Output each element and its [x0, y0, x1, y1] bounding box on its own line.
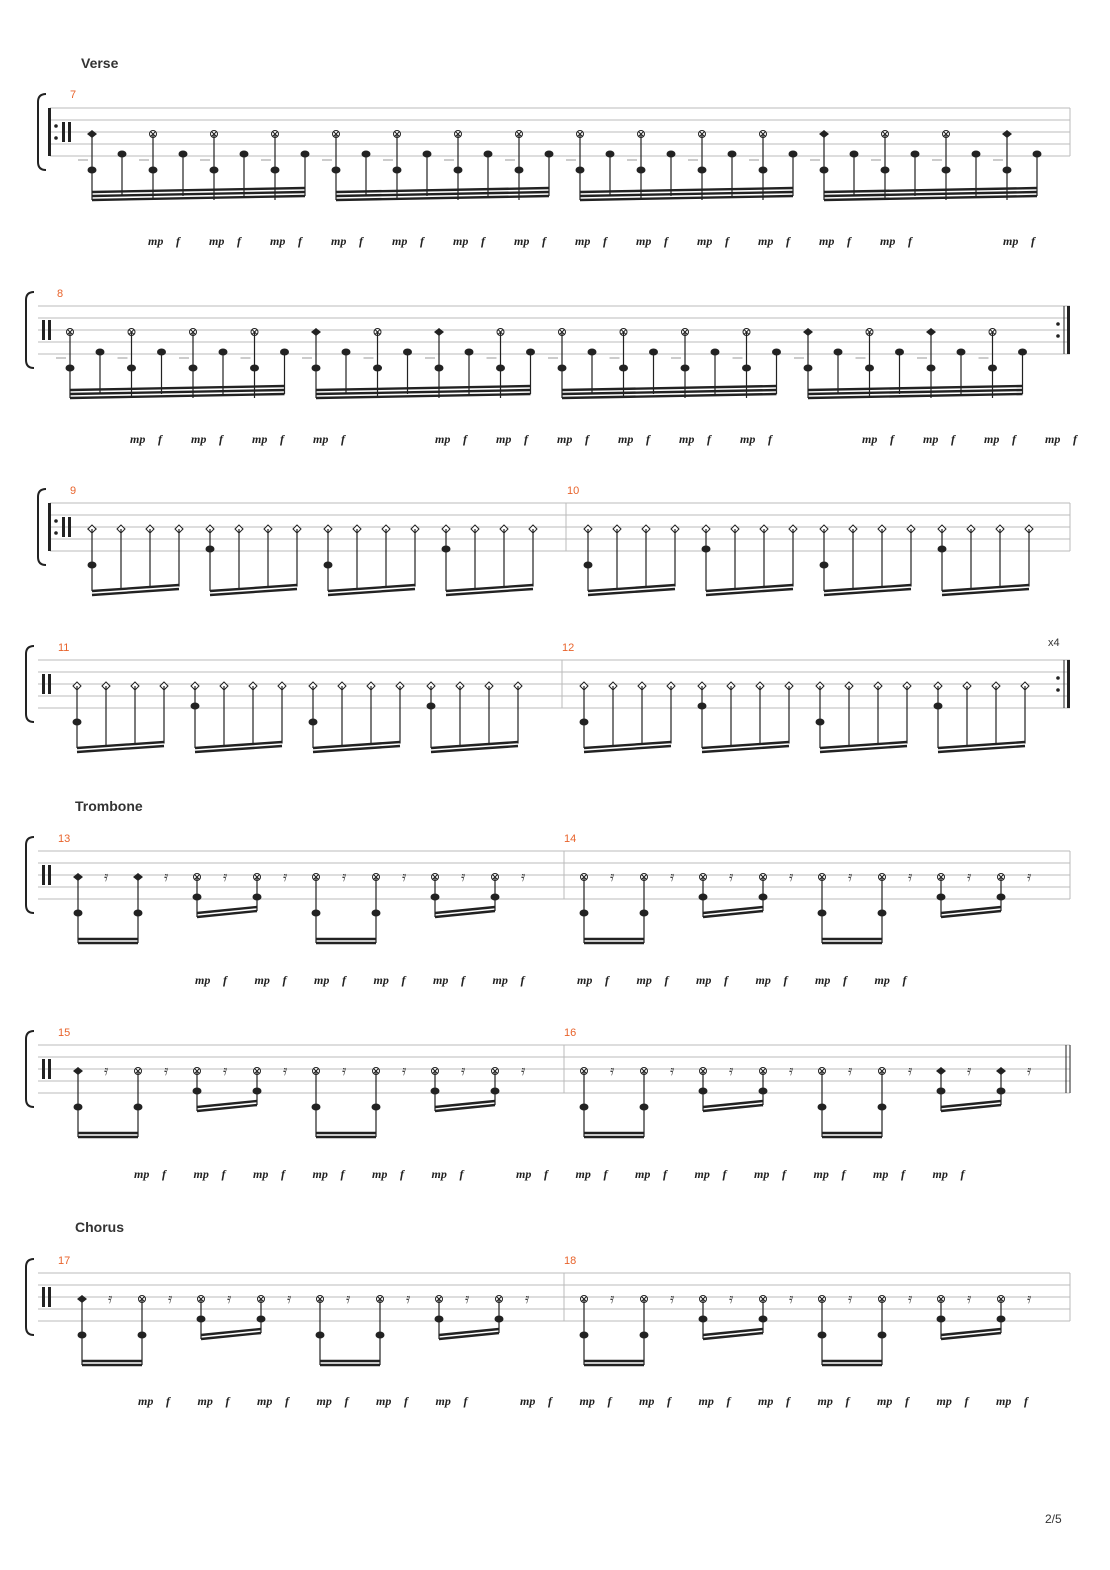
repeat-dot — [1056, 676, 1060, 680]
percussion-clef — [42, 1287, 45, 1307]
repeat-dot — [54, 519, 58, 523]
dynamic-mp: mp — [815, 973, 831, 987]
dynamic-f: f — [890, 432, 894, 446]
dynamic-mp: mp — [496, 432, 512, 446]
dynamic-mp: mp — [877, 1394, 893, 1408]
dynamic-f: f — [544, 1167, 548, 1181]
sixteenth-rest: 𝄿 — [402, 869, 407, 885]
sixteenth-rest: 𝄿 — [521, 869, 526, 885]
dynamic-f: f — [225, 1394, 230, 1408]
repeat-count: x4 — [1048, 637, 1060, 649]
dynamic-f: f — [404, 1394, 408, 1408]
dynamic-mp: mp — [197, 1394, 213, 1408]
sixteenth-rest: 𝄿 — [1027, 869, 1032, 885]
percussion-clef — [48, 1059, 51, 1079]
dynamic-mp: mp — [755, 973, 771, 987]
percussion-clef — [62, 517, 65, 537]
dynamic-f: f — [707, 432, 711, 446]
dynamic-f: f — [905, 1394, 909, 1408]
sixteenth-rest: 𝄿 — [670, 1291, 675, 1307]
dynamic-mp: mp — [635, 1167, 651, 1181]
dynamic-f: f — [786, 1394, 790, 1408]
kick-notehead — [206, 546, 215, 553]
dynamic-f: f — [298, 234, 302, 248]
bar-number-14: 14 — [564, 833, 577, 845]
dynamic-mp: mp — [254, 973, 270, 987]
section-label-trombone: Trombone — [75, 798, 143, 814]
kick-notehead — [584, 562, 593, 569]
dynamic-f: f — [782, 1167, 786, 1181]
kick-notehead — [88, 562, 97, 569]
dynamic-mp: mp — [433, 973, 449, 987]
dynamic-mp: mp — [257, 1394, 273, 1408]
dynamic-f: f — [542, 234, 546, 248]
dynamic-mp: mp — [520, 1394, 536, 1408]
sixteenth-rest: 𝄿 — [789, 1291, 794, 1307]
kick-notehead — [442, 546, 451, 553]
dynamic-f: f — [964, 1394, 969, 1408]
staff-system — [26, 646, 1070, 752]
kick-notehead — [820, 562, 829, 569]
dynamic-f: f — [726, 1394, 731, 1408]
dynamic-mp: mp — [679, 432, 695, 446]
repeat-start-barline — [48, 108, 51, 156]
kick-notehead — [427, 703, 436, 710]
sixteenth-rest: 𝄿 — [104, 1063, 109, 1079]
bar-number-12: 12 — [562, 642, 575, 654]
dynamic-mp: mp — [984, 432, 1000, 446]
sixteenth-rest: 𝄿 — [164, 869, 169, 885]
dynamic-f: f — [951, 432, 955, 446]
dynamic-f: f — [646, 432, 650, 446]
bar-number-8: 8 — [57, 288, 64, 300]
sixteenth-rest: 𝄿 — [967, 1063, 972, 1079]
bar-number-15: 15 — [58, 1027, 71, 1039]
sixteenth-rest: 𝄿 — [342, 1063, 347, 1079]
dynamic-mp: mp — [373, 973, 389, 987]
sixteenth-rest: 𝄿 — [670, 869, 675, 885]
dynamic-f: f — [548, 1394, 552, 1408]
dynamic-f: f — [158, 432, 162, 446]
dynamic-mp: mp — [575, 234, 591, 248]
dynamic-f: f — [282, 973, 287, 987]
dynamic-mp: mp — [514, 234, 530, 248]
section-label-chorus: Chorus — [75, 1219, 124, 1235]
dynamic-mp: mp — [138, 1394, 154, 1408]
dynamic-f: f — [237, 234, 241, 248]
system-bracket — [26, 292, 34, 368]
dynamic-mp: mp — [134, 1167, 150, 1181]
dynamic-f: f — [607, 1394, 612, 1408]
dynamic-mp: mp — [698, 1394, 714, 1408]
dynamic-mp: mp — [191, 432, 207, 446]
dynamic-mp: mp — [819, 234, 835, 248]
dynamic-f: f — [1012, 432, 1016, 446]
dynamic-f: f — [221, 1167, 226, 1181]
staff-system — [38, 94, 1070, 248]
sixteenth-rest: 𝄿 — [610, 1063, 615, 1079]
sixteenth-rest: 𝄿 — [789, 1063, 794, 1079]
percussion-clef — [68, 122, 71, 142]
dynamic-f: f — [219, 432, 223, 446]
sixteenth-rest: 𝄿 — [461, 869, 466, 885]
dynamic-f: f — [768, 432, 772, 446]
dynamic-f: f — [176, 234, 180, 248]
dynamic-mp: mp — [636, 973, 652, 987]
page-number: 2/5 — [1045, 1512, 1062, 1526]
sixteenth-rest: 𝄿 — [227, 1291, 232, 1307]
sixteenth-rest: 𝄿 — [283, 1063, 288, 1079]
dynamic-f: f — [902, 973, 907, 987]
sixteenth-rest: 𝄿 — [465, 1291, 470, 1307]
dynamic-mp: mp — [252, 432, 268, 446]
dynamic-mp: mp — [639, 1394, 655, 1408]
dynamic-f: f — [223, 973, 227, 987]
percussion-clef — [62, 122, 65, 142]
bar-number-9: 9 — [70, 485, 77, 497]
dynamic-f: f — [908, 234, 912, 248]
dynamic-mp: mp — [331, 234, 347, 248]
staff-system — [38, 489, 1070, 595]
dynamic-f: f — [603, 234, 607, 248]
dynamic-mp: mp — [435, 432, 451, 446]
sixteenth-rest: 𝄿 — [908, 869, 913, 885]
dynamic-f: f — [603, 1167, 608, 1181]
sixteenth-rest: 𝄿 — [402, 1063, 407, 1079]
dynamic-f: f — [667, 1394, 671, 1408]
dynamic-f: f — [585, 432, 589, 446]
sixteenth-rest: 𝄿 — [164, 1063, 169, 1079]
bar-number-7: 7 — [70, 89, 77, 101]
dynamic-f: f — [342, 973, 346, 987]
bar-number-13: 13 — [58, 833, 71, 845]
dynamic-mp: mp — [618, 432, 634, 446]
percussion-clef — [42, 320, 45, 340]
kick-notehead — [938, 546, 947, 553]
dynamic-mp: mp — [758, 234, 774, 248]
percussion-clef — [48, 865, 51, 885]
dynamic-f: f — [722, 1167, 727, 1181]
dynamic-mp: mp — [862, 432, 878, 446]
system-bracket — [38, 489, 46, 565]
percussion-clef — [48, 1287, 51, 1307]
dynamic-f: f — [960, 1167, 965, 1181]
dynamic-f: f — [481, 234, 485, 248]
dynamic-f: f — [162, 1167, 166, 1181]
dynamic-mp: mp — [431, 1167, 447, 1181]
dynamic-f: f — [524, 432, 528, 446]
dynamic-mp: mp — [936, 1394, 952, 1408]
sixteenth-rest: 𝄿 — [223, 1063, 228, 1079]
dynamic-mp: mp — [130, 432, 146, 446]
dynamic-f: f — [285, 1394, 289, 1408]
dynamic-f: f — [166, 1394, 170, 1408]
dynamic-mp: mp — [312, 1167, 328, 1181]
dynamic-mp: mp — [694, 1167, 710, 1181]
sixteenth-rest: 𝄿 — [729, 1291, 734, 1307]
repeat-dot — [54, 124, 58, 128]
dynamic-mp: mp — [492, 973, 508, 987]
repeat-dot — [54, 136, 58, 140]
dynamic-mp: mp — [209, 234, 225, 248]
dynamic-mp: mp — [453, 234, 469, 248]
percussion-clef — [68, 517, 71, 537]
sixteenth-rest: 𝄿 — [967, 1291, 972, 1307]
staff-system — [26, 1259, 1070, 1408]
dynamic-mp: mp — [435, 1394, 451, 1408]
dynamic-mp: mp — [195, 973, 211, 987]
dynamic-f: f — [344, 1394, 349, 1408]
kick-notehead — [73, 719, 82, 726]
percussion-clef — [48, 320, 51, 340]
dynamic-f: f — [401, 973, 406, 987]
dynamic-f: f — [341, 432, 345, 446]
dynamic-mp: mp — [313, 432, 329, 446]
dynamic-f: f — [845, 1394, 850, 1408]
staff-system — [26, 837, 1070, 987]
repeat-dot — [1056, 688, 1060, 692]
repeat-end-thick-barline — [1067, 306, 1070, 354]
dynamic-mp: mp — [1003, 234, 1019, 248]
dynamic-mp: mp — [314, 973, 330, 987]
dynamic-mp: mp — [932, 1167, 948, 1181]
kick-notehead — [702, 546, 711, 553]
dynamic-mp: mp — [577, 973, 593, 987]
dynamic-f: f — [340, 1167, 345, 1181]
sixteenth-rest: 𝄿 — [108, 1291, 113, 1307]
section-label-verse: Verse — [81, 55, 119, 71]
sixteenth-rest: 𝄿 — [342, 869, 347, 885]
dynamic-mp: mp — [372, 1167, 388, 1181]
kick-notehead — [324, 562, 333, 569]
percussion-clef — [42, 674, 45, 694]
dynamic-mp: mp — [1045, 432, 1061, 446]
dynamic-f: f — [1031, 234, 1035, 248]
dynamic-f: f — [843, 973, 847, 987]
sixteenth-rest: 𝄿 — [610, 1291, 615, 1307]
dynamic-mp: mp — [880, 234, 896, 248]
dynamic-mp: mp — [817, 1394, 833, 1408]
sixteenth-rest: 𝄿 — [461, 1063, 466, 1079]
sixteenth-rest: 𝄿 — [729, 1063, 734, 1079]
dynamic-mp: mp — [813, 1167, 829, 1181]
kick-notehead — [309, 719, 318, 726]
dynamic-f: f — [520, 973, 525, 987]
sixteenth-rest: 𝄿 — [1027, 1063, 1032, 1079]
dynamic-mp: mp — [253, 1167, 269, 1181]
system-bracket — [26, 837, 34, 913]
dynamic-mp: mp — [557, 432, 573, 446]
dynamic-mp: mp — [636, 234, 652, 248]
sixteenth-rest: 𝄿 — [521, 1063, 526, 1079]
dynamic-f: f — [359, 234, 363, 248]
sixteenth-rest: 𝄿 — [283, 869, 288, 885]
dynamic-f: f — [463, 1394, 468, 1408]
kick-notehead — [698, 703, 707, 710]
sixteenth-rest: 𝄿 — [848, 1291, 853, 1307]
dynamic-mp: mp — [376, 1394, 392, 1408]
repeat-dot — [1056, 334, 1060, 338]
music-notation — [26, 94, 1078, 1408]
dynamic-mp: mp — [874, 973, 890, 987]
dynamic-f: f — [280, 432, 284, 446]
bar-number-10: 10 — [567, 485, 580, 497]
sixteenth-rest: 𝄿 — [908, 1291, 913, 1307]
dynamic-f: f — [724, 973, 728, 987]
repeat-start-barline — [48, 503, 51, 551]
system-bracket — [26, 1259, 34, 1335]
sixteenth-rest: 𝄿 — [848, 869, 853, 885]
dynamic-mp: mp — [270, 234, 286, 248]
kick-notehead — [580, 719, 589, 726]
dynamic-f: f — [725, 234, 729, 248]
dynamic-f: f — [783, 973, 788, 987]
sixteenth-rest: 𝄿 — [1027, 1291, 1032, 1307]
dynamic-mp: mp — [579, 1394, 595, 1408]
bar-number-18: 18 — [564, 1255, 577, 1267]
percussion-clef — [48, 674, 51, 694]
dynamic-f: f — [605, 973, 609, 987]
repeat-dot — [54, 531, 58, 535]
dynamic-f: f — [663, 1167, 667, 1181]
dynamic-mp: mp — [392, 234, 408, 248]
dynamic-mp: mp — [148, 234, 164, 248]
dynamic-mp: mp — [754, 1167, 770, 1181]
sixteenth-rest: 𝄿 — [406, 1291, 411, 1307]
system-bracket — [26, 646, 34, 722]
sixteenth-rest: 𝄿 — [346, 1291, 351, 1307]
dynamic-mp: mp — [740, 432, 756, 446]
bar-number-17: 17 — [58, 1255, 71, 1267]
dynamic-mp: mp — [516, 1167, 532, 1181]
dynamic-mp: mp — [193, 1167, 209, 1181]
dynamic-f: f — [664, 234, 668, 248]
staff-system — [26, 292, 1078, 446]
dynamic-f: f — [459, 1167, 464, 1181]
kick-notehead — [934, 703, 943, 710]
dynamic-mp: mp — [696, 973, 712, 987]
dynamic-mp: mp — [575, 1167, 591, 1181]
sixteenth-rest: 𝄿 — [789, 869, 794, 885]
sixteenth-rest: 𝄿 — [525, 1291, 530, 1307]
sixteenth-rest: 𝄿 — [670, 1063, 675, 1079]
sixteenth-rest: 𝄿 — [287, 1291, 292, 1307]
percussion-clef — [42, 865, 45, 885]
dynamic-mp: mp — [923, 432, 939, 446]
sixteenth-rest: 𝄿 — [104, 869, 109, 885]
sixteenth-rest: 𝄿 — [729, 869, 734, 885]
sixteenth-rest: 𝄿 — [908, 1063, 913, 1079]
dynamic-f: f — [420, 234, 424, 248]
dynamic-f: f — [786, 234, 790, 248]
system-bracket — [26, 1031, 34, 1107]
kick-notehead — [816, 719, 825, 726]
dynamic-f: f — [281, 1167, 285, 1181]
dynamic-mp: mp — [758, 1394, 774, 1408]
dynamic-f: f — [664, 973, 669, 987]
dynamic-f: f — [847, 234, 851, 248]
bar-number-16: 16 — [564, 1027, 577, 1039]
repeat-dot — [1056, 322, 1060, 326]
dynamic-mp: mp — [697, 234, 713, 248]
dynamic-mp: mp — [316, 1394, 332, 1408]
sixteenth-rest: 𝄿 — [223, 869, 228, 885]
repeat-end-thick-barline — [1067, 660, 1070, 708]
bar-number-11: 11 — [58, 642, 70, 654]
staff-system — [26, 1031, 1070, 1181]
sixteenth-rest: 𝄿 — [848, 1063, 853, 1079]
sixteenth-rest: 𝄿 — [610, 869, 615, 885]
dynamic-mp: mp — [873, 1167, 889, 1181]
dynamic-f: f — [463, 432, 467, 446]
dynamic-f: f — [901, 1167, 905, 1181]
sixteenth-rest: 𝄿 — [967, 869, 972, 885]
percussion-clef — [42, 1059, 45, 1079]
kick-notehead — [191, 703, 200, 710]
dynamic-mp: mp — [996, 1394, 1012, 1408]
sixteenth-rest: 𝄿 — [168, 1291, 173, 1307]
dynamic-f: f — [1073, 432, 1077, 446]
dynamic-f: f — [1024, 1394, 1028, 1408]
dynamic-f: f — [841, 1167, 846, 1181]
dynamic-f: f — [461, 973, 465, 987]
dynamic-f: f — [400, 1167, 404, 1181]
system-bracket — [38, 94, 46, 170]
